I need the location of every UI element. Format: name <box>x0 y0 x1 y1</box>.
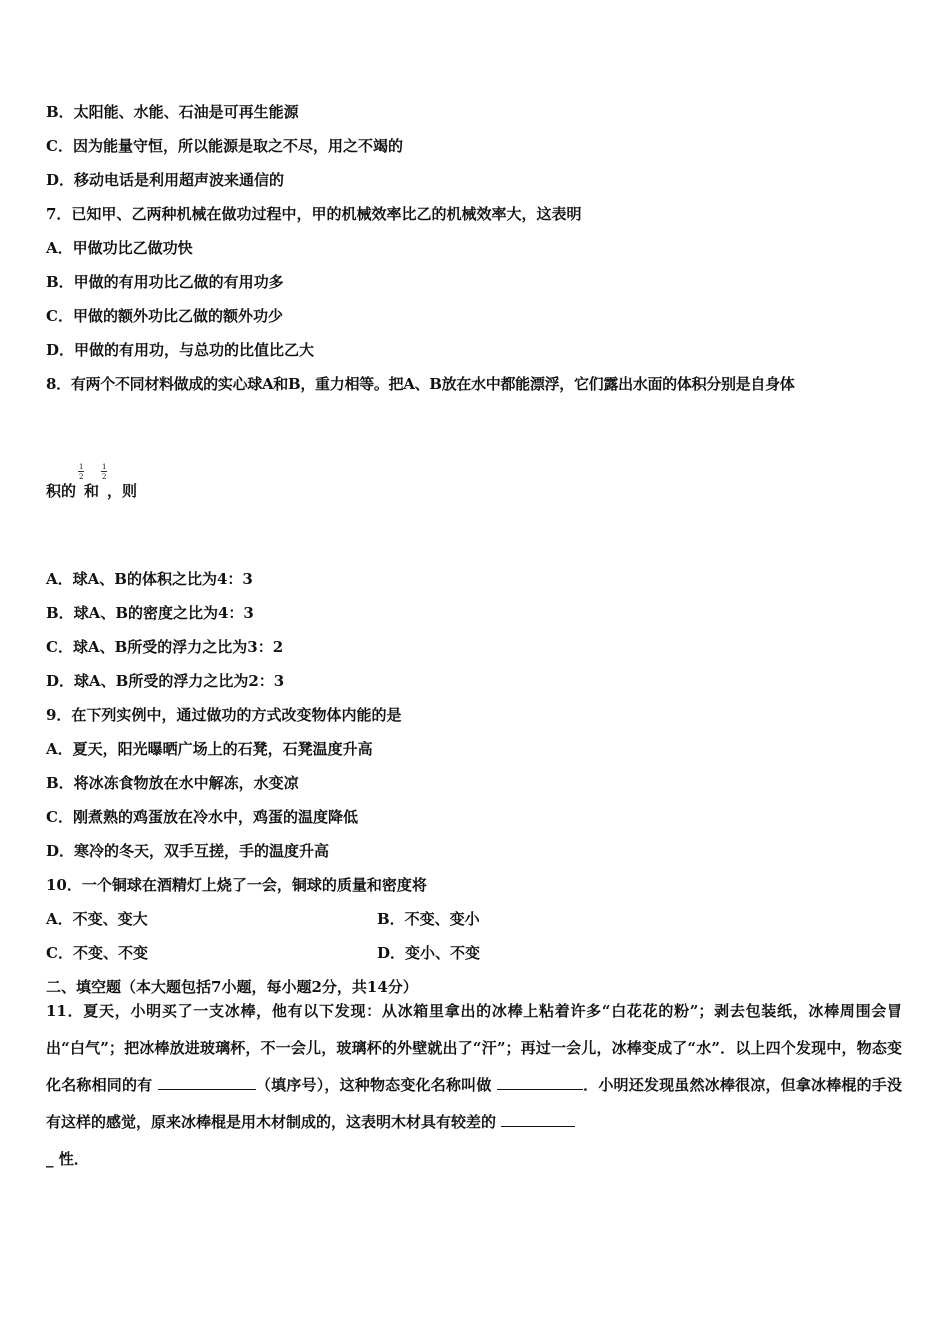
q8-text-part2: 和 <box>84 482 100 500</box>
fraction-1 <box>76 463 90 501</box>
q9-stem: 9．在下列实例中，通过做功的方式改变物体内能的是 <box>46 706 402 724</box>
q11-blank-2[interactable] <box>497 1075 583 1090</box>
q6-option-c: C．因为能量守恒，所以能源是取之不尽，用之不竭的 <box>46 137 403 155</box>
q7-option-b: B．甲做的有用功比乙做的有用功多 <box>46 273 284 291</box>
q8-stem: 8．有两个不同材料做成的实心球A和B，重力相等。把A、B放在水中都能漂浮，它们露出水面的体积分别是自身体 <box>46 375 795 393</box>
q11-text-2: （填序号），这种物态变化名称叫做 <box>255 1076 492 1094</box>
fraction-2 <box>99 463 113 501</box>
fraction-2-denominator: 2 <box>102 473 107 481</box>
q10-stem: 10．一个铜球在酒精灯上烧了一会，铜球的质量和密度将 <box>46 876 427 894</box>
q9-option-c: C．刚煮熟的鸡蛋放在冷水中，鸡蛋的温度降低 <box>46 808 358 826</box>
q8-text-part3: ，则 <box>107 482 138 500</box>
q7-option-a: A．甲做功比乙做功快 <box>46 239 193 257</box>
q8-stem-continued <box>46 463 138 501</box>
q9-option-a: A．夏天，阳光曝晒广场上的石凳，石凳温度升高 <box>46 740 373 758</box>
q7-option-d: D．甲做的有用功，与总功的比值比乙大 <box>46 341 315 359</box>
q11-text-3: ．小明还发现虽然冰棒很凉，但拿冰棒棍的手没有这样的感觉，原来冰棒棍是用木材制成的，这表明木材具有较差的 <box>46 1076 902 1131</box>
q8-option-c: C．球A、B所受的浮力之比为3：2 <box>46 638 284 656</box>
q11-blank-1[interactable] <box>158 1075 256 1090</box>
fraction-1-numerator: 1 <box>79 463 84 471</box>
q8-text-part1: 积的 <box>46 482 77 500</box>
q10-option-b: B．不变、变小 <box>377 910 480 928</box>
q7-option-c: C．甲做的额外功比乙做的额外功少 <box>46 307 283 325</box>
q11-text-4: _ 性． <box>46 1150 89 1168</box>
q8-option-b: B．球A、B的密度之比为4：3 <box>46 604 254 622</box>
q11-paragraph <box>46 993 902 1178</box>
q8-option-a: A．球A、B的体积之比为4：3 <box>46 570 253 588</box>
q9-option-d: D．寒冷的冬天，双手互搓，手的温度升高 <box>46 842 330 860</box>
fraction-2-numerator: 1 <box>102 463 107 471</box>
q7-stem: 7．已知甲、乙两种机械在做功过程中，甲的机械效率比乙的机械效率大，这表明 <box>46 205 582 223</box>
section-2-heading: 二、填空题（本大题包括7小题，每小题2分，共14分） <box>46 978 418 996</box>
fraction-1-denominator: 2 <box>79 473 84 481</box>
q10-option-d: D．变小、不变 <box>377 944 481 962</box>
q10-option-c: C．不变、不变 <box>46 944 148 962</box>
q11-text-1: 11．夏天，小明买了一支冰棒，他有以下发现：从冰箱里拿出的冰棒上粘着许多“白花花的粉”；剥去包装纸，冰棒周围会冒出“白气”；把冰棒放进玻璃杯，不一会儿，玻璃杯的外壁就出了“汗”；再过一会儿，冰棒变成了“水”．以上四个发现中，物态变化名称相同的有 <box>46 1002 902 1094</box>
q6-option-d: D．移动电话是利用超声波来通信的 <box>46 171 285 189</box>
q11-blank-3[interactable] <box>501 1112 575 1127</box>
q9-option-b: B．将冰冻食物放在水中解冻，水变凉 <box>46 774 299 792</box>
q6-option-b: B．太阳能、水能、石油是可再生能源 <box>46 103 299 121</box>
q10-option-a: A．不变、变大 <box>46 910 148 928</box>
q8-option-d: D．球A、B所受的浮力之比为2：3 <box>46 672 285 690</box>
